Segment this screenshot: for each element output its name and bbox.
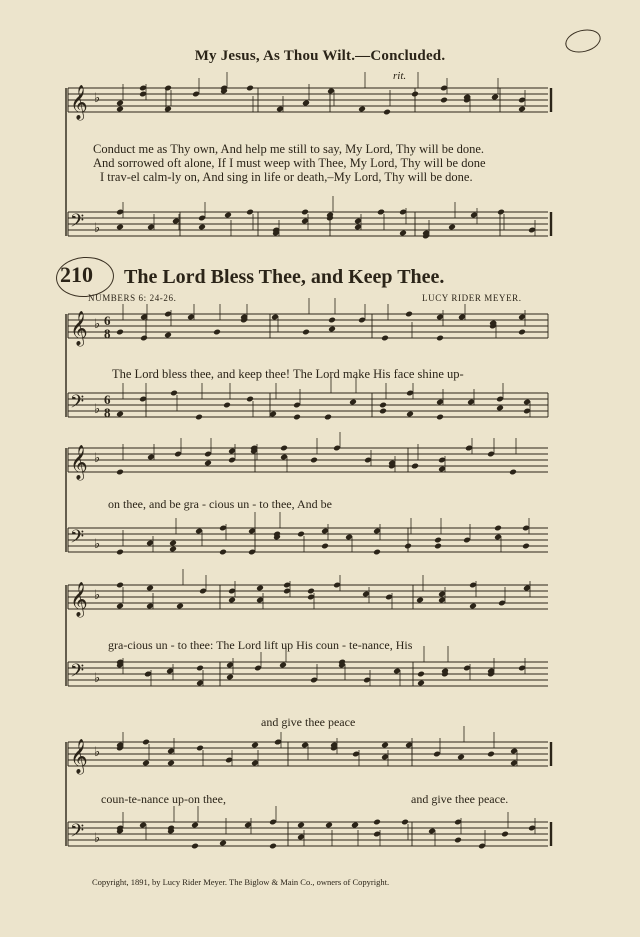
note-head [351, 822, 359, 829]
note-head [219, 549, 227, 556]
treble-clef-icon: 𝄞 [70, 311, 88, 346]
note-head [224, 212, 232, 219]
note-head [321, 543, 329, 550]
note-head [448, 224, 456, 231]
note-head [228, 597, 236, 604]
note-head [440, 97, 448, 104]
note-head [297, 822, 305, 829]
note-head [116, 106, 124, 113]
note-head [204, 460, 212, 467]
treble-clef-icon: 𝄞 [70, 445, 88, 480]
note-head [146, 585, 154, 592]
note-head [417, 671, 425, 678]
note-head [454, 837, 462, 844]
bass-clef-icon: 𝄢 [70, 527, 85, 552]
note-head [373, 819, 381, 826]
verse-line-3: I trav-el calm-ly on, And sing in life or death,–My Lord, Thy will be done. [100, 170, 473, 184]
note-head [325, 822, 333, 829]
note-head [251, 742, 259, 749]
note-head [518, 329, 526, 336]
note-head [140, 335, 148, 342]
note-head [226, 674, 234, 681]
note-head [411, 463, 419, 470]
lyric-line-6: and give thee peace. [411, 792, 509, 806]
lyric-line-3: gra-cious un - to thee: The Lord lift up His coun - te-nance, His [108, 638, 413, 652]
note-head [436, 335, 444, 342]
note-head [518, 106, 526, 113]
note-head [116, 603, 124, 610]
note-head [198, 224, 206, 231]
note-head [310, 457, 318, 464]
note-head [280, 445, 288, 452]
time-signature-top: 6 [104, 313, 111, 328]
note-head [164, 332, 172, 339]
note-head [434, 537, 442, 544]
note-head [195, 414, 203, 421]
note-head [176, 603, 184, 610]
flat-icon: ♭ [94, 451, 101, 466]
note-head [381, 742, 389, 749]
scripture-reference: NUMBERS 6: 24-26. [88, 293, 177, 303]
note-head [328, 317, 336, 324]
note-head [116, 329, 124, 336]
note-head [373, 549, 381, 556]
flat-icon: ♭ [94, 831, 101, 846]
note-head [457, 754, 465, 761]
note-head [417, 680, 425, 687]
note-head [405, 311, 413, 318]
note-head [399, 230, 407, 237]
flat-icon: ♭ [94, 317, 101, 332]
note-head [269, 843, 277, 850]
verse-line-2: And sorrowed oft alone, If I must weep with Thee, My Lord, Thy will be done [93, 156, 486, 170]
copyright-notice: Copyright, 1891, by Lucy Rider Meyer. The Biglow & Main Co., owners of Copyright. [92, 877, 390, 887]
treble-clef-icon: 𝄞 [70, 85, 88, 120]
note-head [509, 469, 517, 476]
note-head [436, 414, 444, 421]
note-head [116, 100, 124, 107]
note-head [293, 414, 301, 421]
flat-icon: ♭ [94, 221, 101, 236]
note-head [522, 543, 530, 550]
treble-clef-icon: 𝄞 [70, 739, 88, 774]
bass-clef-icon: 𝄢 [70, 392, 85, 417]
note-head [164, 106, 172, 113]
verse-line-1: Conduct me as Thy own, And help me still to say, My Lord, Thy will be done. [93, 142, 485, 156]
note-head [116, 411, 124, 418]
tempo-mark: rit. [393, 70, 407, 82]
time-signature-top: 6 [104, 392, 111, 407]
flat-icon: ♭ [94, 588, 101, 603]
note-head [496, 405, 504, 412]
note-head [469, 603, 477, 610]
note-head [434, 543, 442, 550]
note-head [487, 751, 495, 758]
note-head [379, 408, 387, 415]
note-head [328, 326, 336, 333]
flat-icon: ♭ [94, 402, 101, 417]
flat-icon: ♭ [94, 671, 101, 686]
note-head [416, 597, 424, 604]
lyric-line-4: and give thee peace [261, 715, 356, 729]
flat-icon: ♭ [94, 745, 101, 760]
note-head [246, 85, 254, 92]
hymn-title: The Lord Bless Thee, and Keep Thee. [124, 266, 445, 288]
note-head [324, 414, 332, 421]
note-head [169, 540, 177, 547]
note-head [501, 831, 509, 838]
note-head [116, 549, 124, 556]
note-head [491, 94, 499, 101]
note-head [256, 585, 264, 592]
note-head [349, 399, 357, 406]
flat-icon: ♭ [94, 91, 101, 106]
note-head [116, 224, 124, 231]
bass-clef-icon: 𝄢 [70, 821, 85, 846]
author-credit: LUCY RIDER MEYER. [422, 293, 522, 303]
note-head [169, 546, 177, 553]
time-signature-bottom: 8 [104, 405, 111, 420]
treble-clef-icon: 𝄞 [70, 582, 88, 617]
note-head [379, 402, 387, 409]
note-head [223, 402, 231, 409]
bass-clef-icon: 𝄢 [70, 211, 85, 236]
note-head [302, 329, 310, 336]
note-head [406, 411, 414, 418]
note-head [279, 662, 287, 669]
note-head [142, 760, 150, 767]
section-title: My Jesus, As Thou Wilt.—Concluded. [194, 48, 446, 64]
note-head [191, 822, 199, 829]
note-head [167, 760, 175, 767]
note-head [358, 106, 366, 113]
hymn-number: 210 [60, 262, 93, 287]
note-head [191, 843, 199, 850]
note-head [383, 109, 391, 116]
lyric-line-1: The Lord bless thee, and keep thee! The Lord make His face shine up- [112, 367, 464, 381]
flat-icon: ♭ [94, 537, 101, 552]
note-head [411, 91, 419, 98]
lyric-line-5: coun-te-nance up-on thee, [101, 792, 226, 806]
note-head [404, 543, 412, 550]
bass-clef-icon: 𝄢 [70, 661, 85, 686]
note-head [213, 329, 221, 336]
note-head [219, 840, 227, 847]
note-head [302, 100, 310, 107]
note-head [381, 335, 389, 342]
lyric-line-2: on thee, and be gra - cious un - to thee, And be [108, 497, 332, 511]
time-signature-bottom: 8 [104, 326, 111, 341]
note-head [494, 525, 502, 532]
note-head [116, 469, 124, 476]
